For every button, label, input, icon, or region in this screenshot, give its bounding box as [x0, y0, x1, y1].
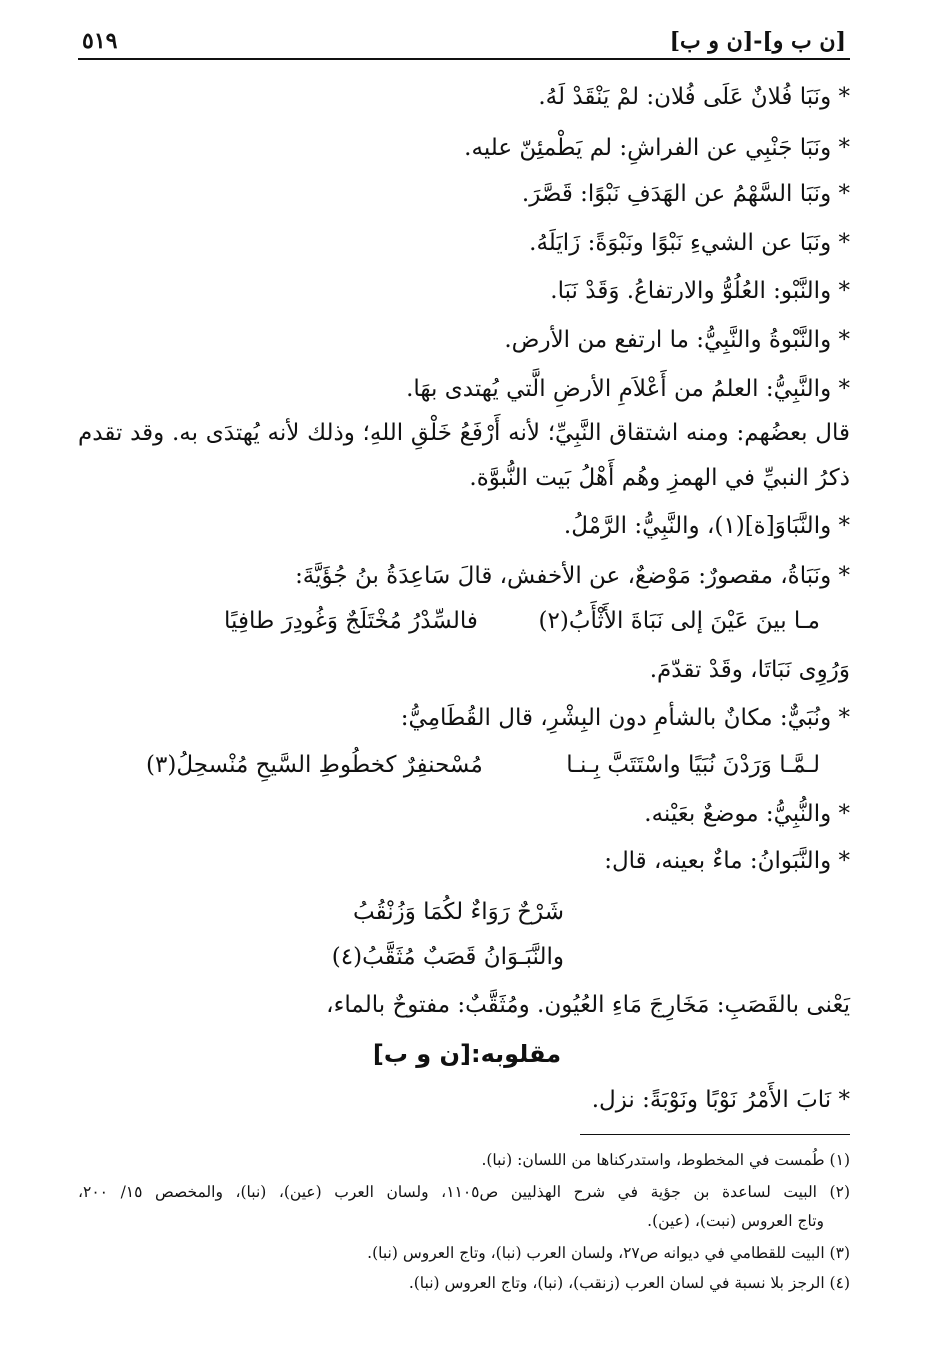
verse-hemistich-second: فالسِّدْرُ مُخْتَلَجٌ وَغُودِرَ طافِيًا — [224, 608, 478, 634]
verse-hemistich-first: مـا بينَ عَيْنَ إلى نَبَاةَ الأَثْأَبُ(٢) — [538, 608, 820, 634]
entry-line: * والنَّبِيُّ: العلمُ من أَعْلاَمِ الأرضِ الَّتي يُهتدى بهَا. — [406, 376, 850, 402]
footnote-divider — [580, 1134, 850, 1135]
entry-line: * ونُبَيٌّ: مكانٌ بالشأمِ دون البِشْرِ، قال القُطَامِيُّ: — [400, 705, 850, 731]
entry-line: * والنَّبَوانُ: ماءٌ بعينه، قال: — [604, 848, 850, 874]
entry-line: * نَابَ الأَمْرُ نَوْبًا ونَوْبَةً: نزل. — [591, 1087, 850, 1113]
entry-line: * ونَبَا عن الشيءِ نَبْوًا ونَبْوَةً: زَايَلَهُ. — [529, 230, 850, 256]
section-title: مقلوبه:[ن و ب] — [372, 1040, 562, 1068]
entry-line: * والنَّبْوةُ والنَّبِيُّ: ما ارتفع من الأرض. — [504, 327, 850, 353]
entry-line: * والنَّبَاوَ[ة](١)، والنَّبِيُّ: الرَّمْلُ. — [563, 513, 850, 539]
footnote: (٤) الرجز بلا نسبة في لسان العرب (زنقب)، (نبا)، وتاج العروس (نبا). — [408, 1274, 850, 1292]
verse-hemistich-second: مُسْحنفِرٌ كخطُوطِ السَّيحِ مُنْسحِلُ(٣) — [146, 752, 483, 778]
running-title: [ن ب و]-[ن و ب] — [669, 28, 846, 54]
rajaz-line: والنَّبَـوَانُ قَصَبٌ مُثَقَّبُ(٤) — [331, 944, 564, 970]
footnote-continuation: وتاج العروس (نبت)، (عين). — [647, 1212, 824, 1230]
rajaz-line: شَرْحٌ رَوَاءٌ لكُمَا وَزُنْقُبُ — [352, 899, 564, 925]
paragraph-line: قال بعضُهم: ومنه اشتقاق النَّبِيِّ؛ لأنه أَرْفَعُ خَلْقِ اللهِ؛ وذلك لأنه يُهتدَى به. وقد تقدم — [78, 420, 850, 446]
verse-hemistich-first: لـمَّـا وَرَدْنَ نُبَيًا واسْتَتَبَّ بِـنـا — [566, 752, 820, 778]
footnote: (٢) البيت لساعدة بن جؤية في شرح الهذليين ص١١٠٥، ولسان العرب (عين)، (نبا)، والمخصص ١٥/ ٢٠٠، — [78, 1183, 850, 1201]
footnote: (٣) البيت للقطامي في ديوانه ص٢٧، ولسان العرب (نبا)، وتاج العروس (نبا). — [367, 1244, 850, 1262]
entry-line: وَرُوِى نَبَاتَا، وقَدْ تقدّمَ. — [649, 657, 850, 683]
entry-line: * والنُّبِيُّ: موضعٌ بعَيْنه. — [644, 801, 850, 827]
entry-line: * ونَبَا فُلانٌ عَلَى فُلان: لمْ يَنْقَدْ لَهُ. — [538, 84, 850, 110]
entry-line: * ونَبَاةُ، مقصورٌ: مَوْضعٌ، عن الأخفش، قالَ سَاعِدَةُ بنُ جُؤَيَّةَ: — [295, 563, 850, 589]
entry-line: * ونَبَا جَنْبِي عن الفراشِ: لم يَطْمئِنّ عليه. — [464, 135, 850, 161]
paragraph-line: ذكرُ النبيِّ في الهمزِ وهُم أَهْلُ بَيت النُّبوَّة. — [469, 465, 850, 491]
page-header — [78, 24, 850, 60]
page-number: ٥١٩ — [82, 28, 118, 54]
entry-line: * ونَبَا السَّهْمُ عن الهَدَفِ نَبْوًا: قَصَّرَ. — [521, 181, 850, 207]
gloss-line: يَعْنى بالقَصَبِ: مَخَارِجَ مَاءِ العُيُون. ومُثَقَّبٌ: مفتوحٌ بالماء، — [326, 992, 850, 1018]
entry-line: * والنَّبْو: العُلُوُّ والارتفاعُ. وَقَدْ نَبَا. — [550, 278, 850, 304]
footnote: (١) طُمست في المخطوط، واستدركناها من اللسان: (نبا). — [481, 1151, 850, 1169]
